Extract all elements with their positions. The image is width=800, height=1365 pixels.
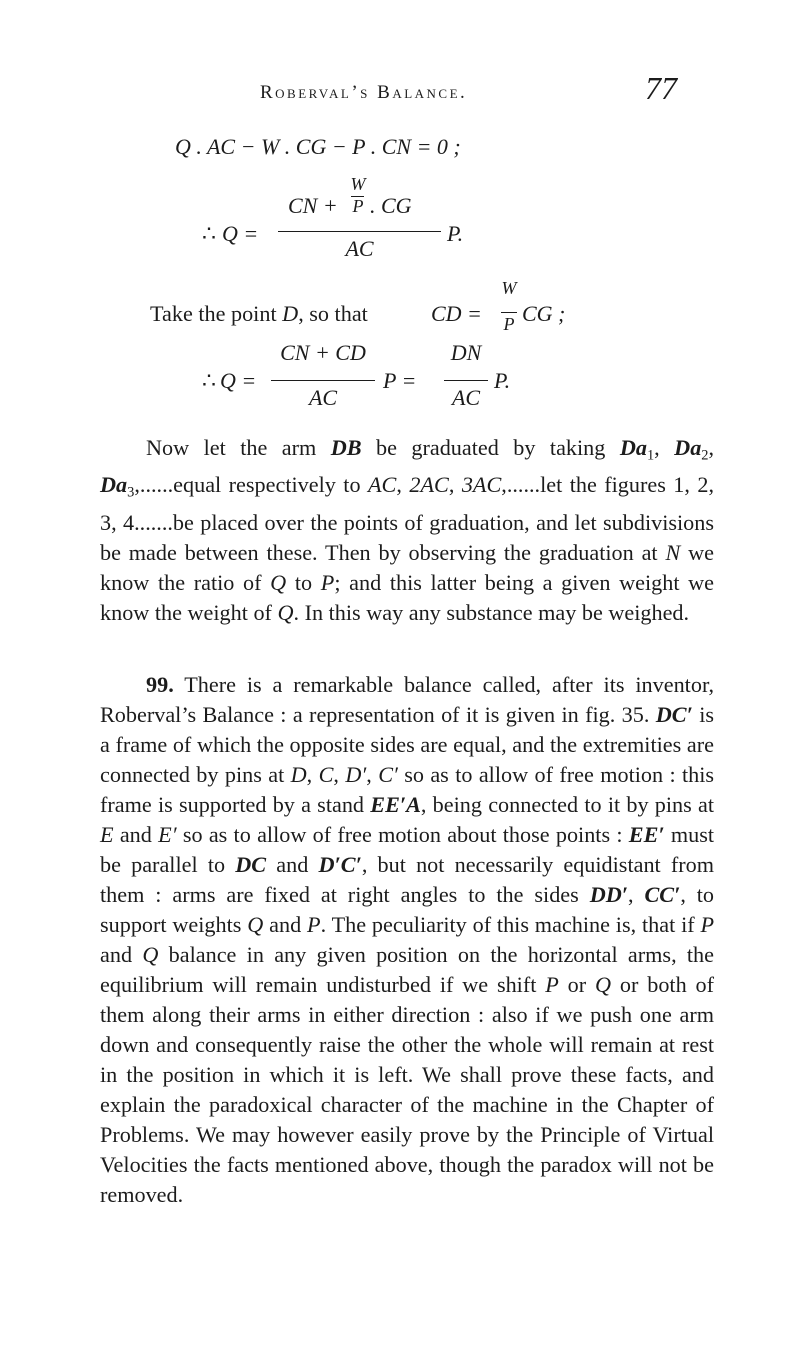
- eq4-frac2-bar: [444, 380, 488, 381]
- eq4-mid: P =: [383, 368, 417, 393]
- eq2-main-frac-bar: [278, 231, 441, 232]
- eq2-inner-frac-bottom: P: [352, 196, 364, 216]
- eq4-frac1-bar: [271, 380, 375, 381]
- eq4-trail: P.: [494, 368, 511, 393]
- therefore-symbol: ∴: [202, 221, 216, 246]
- running-head: Roberval’s Balance.: [260, 82, 468, 103]
- eq4-lhs: Q =: [220, 368, 257, 393]
- page-number: 77: [645, 70, 677, 106]
- eq4-den2: AC: [451, 385, 481, 410]
- eq3-frac-bottom: P: [503, 314, 515, 334]
- eq3-rhs: CG ;: [522, 301, 566, 326]
- paragraph-graduation: Now let the arm DB be graduated by taking $Da_1$, $Da_2$, $Da_3,......equal$ respectively to AC, 2AC, 3AC,......let the figures 1, 2, 3, 4.......be placed over the points of graduation, and let subdivisions be made between these. Then by observing the graduation at N we know the ratio of Q to P; and this latter being a given weight we know the weight of Q. In this way any substance may be weighed.: [100, 435, 715, 625]
- eq3-frac-top: W: [501, 278, 517, 298]
- eq3-lhs: CD =: [431, 301, 482, 326]
- eq2-den: AC: [345, 236, 374, 261]
- paragraph-robervals-balance: 99. There is a remarkable balance called, after its inventor, Roberval’s Balance : a representation of it is given in fig. 35. DC′ is a frame of which the opposite sides are equal, and the extremities are connected by pins at D, C, D′, C′ so as to allow of free motion : this frame is supported by a stand EE′A, being connected to it by pins at E and E′ so as to allow of free motion about those points : EE′ must be parallel to DC and D′C′, but not necessarily equidistant from them : arms are fixed at right angles to the sides DD′, CC′, to support weights Q and P. The peculiarity of this machine is, that if P and Q balance in any given position on the horizontal arms, the equilibrium will remain undisturbed if we shift P or Q or both of them along their arms in either direction : also if we push one arm down and consequently raise the other the whole will remain at rest in the position in which it is left. We shall prove these facts, and explain the paradoxical character of the machine in the Chapter of Problems. We may however easily prove by the Principle of Virtual Velocities the facts mentioned above, though the paradox will not be removed.: [100, 672, 715, 1207]
- eq2-trail: P.: [447, 221, 464, 246]
- therefore-symbol-2: ∴: [202, 368, 216, 393]
- eq4-num2: DN: [450, 340, 482, 365]
- eq3-lead-text: Take the point D, so that: [150, 301, 368, 326]
- eq2-num-left: CN +: [288, 193, 338, 218]
- eq2-lhs: Q =: [222, 221, 259, 246]
- eq2-inner-frac-top: W: [350, 174, 366, 194]
- eq4-num1: CN + CD: [280, 340, 366, 365]
- eq4-den1: AC: [308, 385, 338, 410]
- eq2-num-right: . CG: [370, 193, 412, 218]
- equation-moments: Q . AC − W . CG − P . CN = 0 ;: [175, 134, 461, 159]
